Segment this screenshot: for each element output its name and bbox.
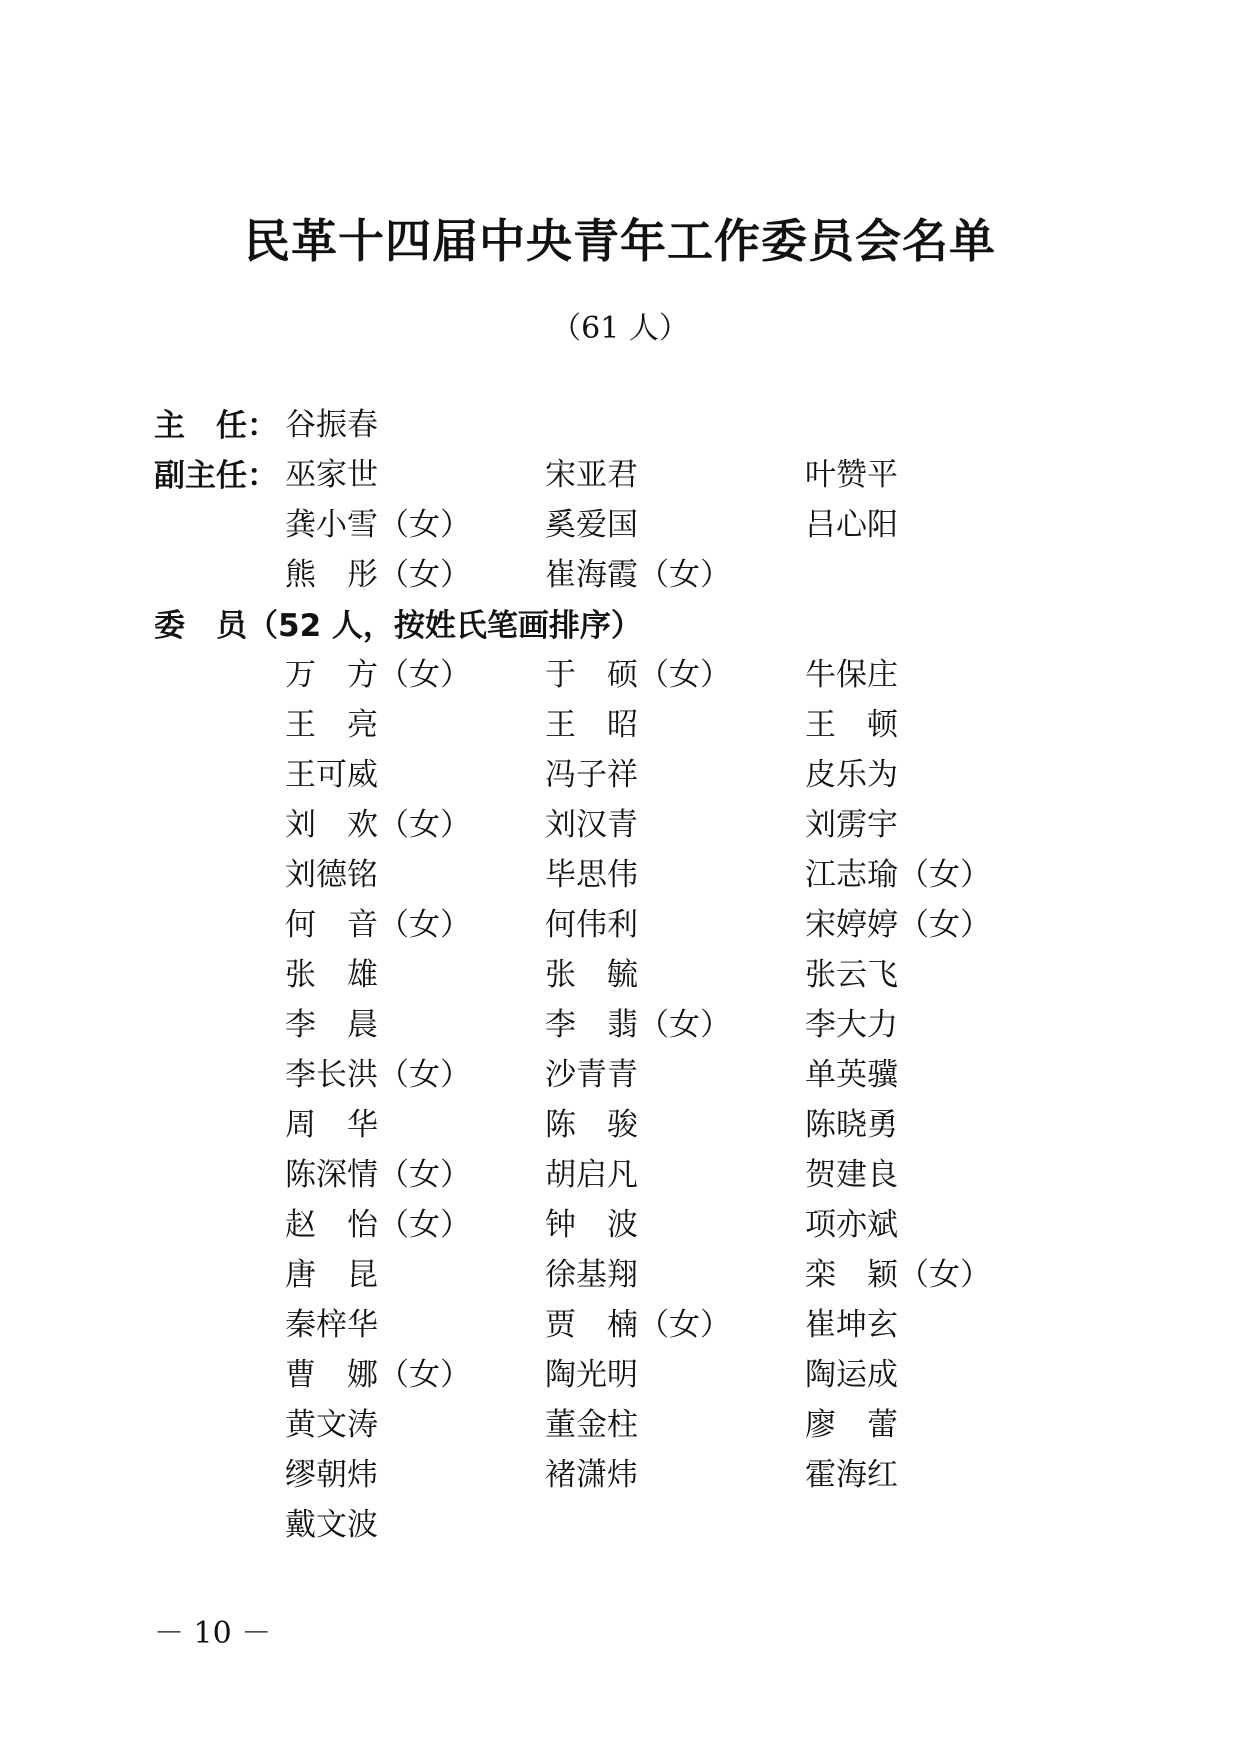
- member-name: 王 亮: [285, 707, 378, 743]
- member-name: 于 硕（女）: [545, 657, 731, 693]
- member-name: 廖 蕾: [805, 1407, 898, 1443]
- member-name: 戴文波: [285, 1507, 378, 1543]
- member-name: 胡启凡: [545, 1157, 638, 1193]
- member-name: 皮乐为: [805, 757, 898, 793]
- member-name: 何 音（女）: [285, 907, 471, 943]
- member-name: 赵 怡（女）: [285, 1207, 471, 1243]
- director-label: 主 任：: [154, 408, 278, 444]
- member-name: 刘汉青: [545, 807, 638, 843]
- member-name: 项亦斌: [805, 1207, 898, 1243]
- member-name: 贾 楠（女）: [545, 1307, 731, 1343]
- deputy-director-name: 宋亚君: [545, 457, 638, 493]
- deputy-director-name: 崔海霞（女）: [545, 557, 731, 593]
- member-name: 董金柱: [545, 1407, 638, 1443]
- member-name: 唐 昆: [285, 1257, 378, 1293]
- member-name: 李 翡（女）: [545, 1007, 731, 1043]
- member-name: 陶运成: [805, 1357, 898, 1393]
- member-name: 张 雄: [285, 957, 378, 993]
- member-name: 王可威: [285, 757, 378, 793]
- deputy-director-name: 奚爱国: [545, 507, 638, 543]
- member-name: 栾 颖（女）: [805, 1257, 991, 1293]
- member-name: 陈晓勇: [805, 1107, 898, 1143]
- member-name: 贺建良: [805, 1157, 898, 1193]
- member-name: 宋婷婷（女）: [805, 907, 991, 943]
- member-name: 王 顿: [805, 707, 898, 743]
- member-name: 单英骥: [805, 1057, 898, 1093]
- document-title: 民革十四届中央青年工作委员会名单: [244, 214, 996, 268]
- member-name: 陈 骏: [545, 1107, 638, 1143]
- member-name: 张云飞: [805, 957, 898, 993]
- member-name: 刘雳宇: [805, 807, 898, 843]
- member-name: 牛保庄: [805, 657, 898, 693]
- member-name: 霍海红: [805, 1457, 898, 1493]
- member-name: 万 方（女）: [285, 657, 471, 693]
- member-name: 周 华: [285, 1107, 378, 1143]
- deputy-director-name: 叶赞平: [805, 457, 898, 493]
- member-name: 李 晨: [285, 1007, 378, 1043]
- member-name: 刘德铭: [285, 857, 378, 893]
- deputy-director-name: 巫家世: [285, 457, 378, 493]
- member-name: 秦梓华: [285, 1307, 378, 1343]
- member-name: 曹 娜（女）: [285, 1357, 471, 1393]
- member-name: 李大力: [805, 1007, 898, 1043]
- member-name: 褚潇炜: [545, 1457, 638, 1493]
- member-name: 缪朝炜: [285, 1457, 378, 1493]
- deputy-director-name: 熊 彤（女）: [285, 557, 471, 593]
- member-name: 沙青青: [545, 1057, 638, 1093]
- deputy-director-name: 龚小雪（女）: [285, 507, 471, 543]
- member-name: 钟 波: [545, 1207, 638, 1243]
- member-name: 张 毓: [545, 957, 638, 993]
- member-name: 崔坤玄: [805, 1307, 898, 1343]
- members-list: [285, 650, 1045, 1550]
- member-name: 王 昭: [545, 707, 638, 743]
- member-name: 毕思伟: [545, 857, 638, 893]
- deputy-directors-list: [285, 450, 1045, 600]
- director-name: 谷振春: [285, 407, 378, 443]
- member-name: 李长洪（女）: [285, 1057, 471, 1093]
- member-name: 刘 欢（女）: [285, 807, 471, 843]
- members-heading: 委 员（52 人，按姓氏笔画排序）: [154, 608, 642, 644]
- page-number: － 10 －: [154, 1616, 272, 1651]
- member-name: 陶光明: [545, 1357, 638, 1393]
- director-list: [285, 400, 1045, 450]
- member-name: 何伟利: [545, 907, 638, 943]
- member-name: 江志瑜（女）: [805, 857, 991, 893]
- member-name: 陈深情（女）: [285, 1157, 471, 1193]
- deputy-directors-label: 副主任：: [154, 458, 278, 494]
- member-count: （61 人）: [551, 311, 689, 346]
- member-name: 黄文涛: [285, 1407, 378, 1443]
- deputy-director-name: 吕心阳: [805, 507, 898, 543]
- member-name: 徐基翔: [545, 1257, 638, 1293]
- member-name: 冯子祥: [545, 757, 638, 793]
